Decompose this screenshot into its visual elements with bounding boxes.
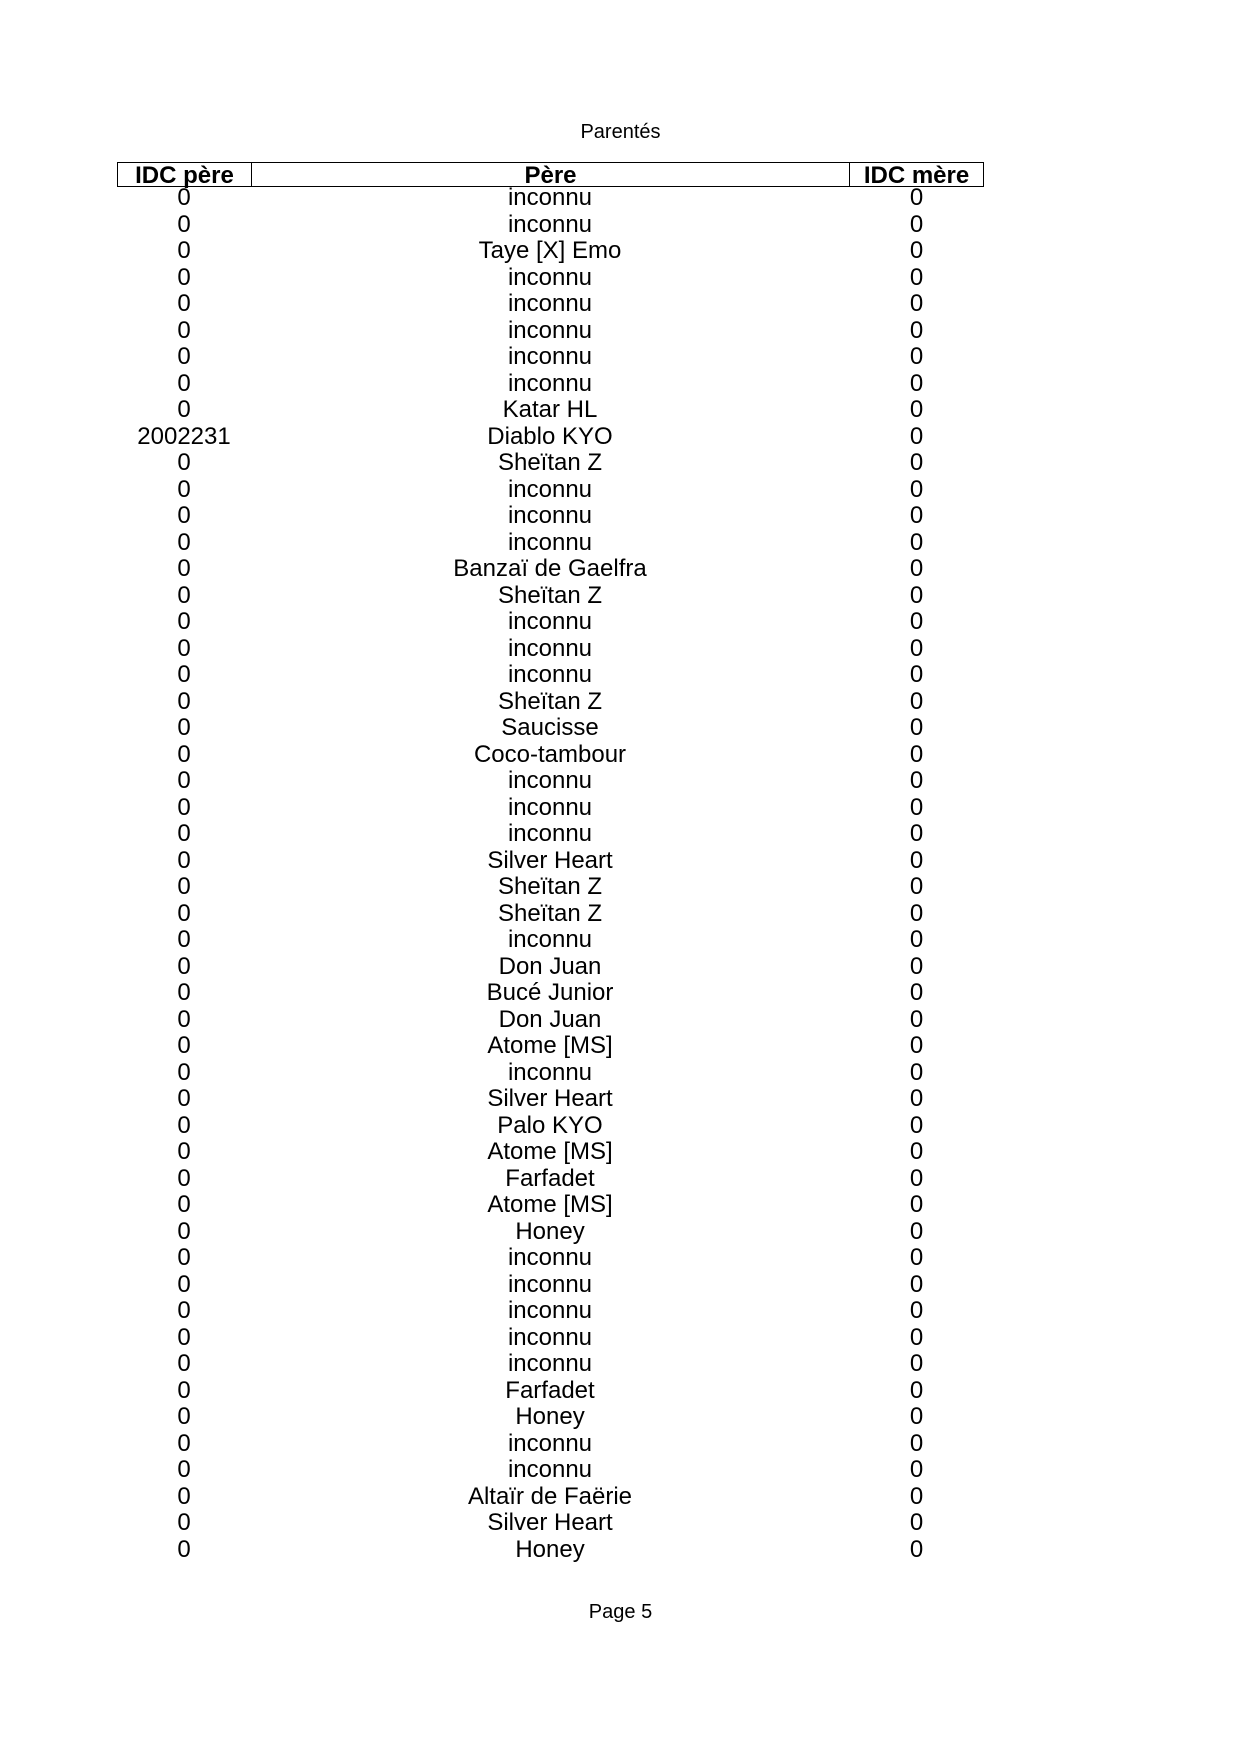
cell-idc-mere: 0 — [909, 979, 924, 1006]
cell-pere: inconnu — [507, 475, 593, 503]
cell-pere: inconnu — [507, 1456, 593, 1483]
table-row — [117, 742, 984, 769]
cell-pere: Silver Heart — [487, 1509, 613, 1536]
cell-pere: Katar HL — [502, 396, 598, 423]
cell-idc-mere: 0 — [909, 1164, 924, 1192]
cell-idc-pere: 0 — [177, 1429, 191, 1457]
cell-idc-mere: 0 — [909, 1350, 924, 1377]
table-row — [117, 1113, 984, 1140]
cell-idc-mere: 0 — [909, 1138, 924, 1165]
table-row — [117, 1298, 984, 1325]
cell-pere: Silver Heart — [487, 1085, 613, 1112]
page-title: Parentés — [580, 121, 661, 143]
table-row — [117, 1060, 984, 1087]
cell-pere: inconnu — [507, 1058, 593, 1086]
cell-pere: Banzaï de Gaelfra — [453, 555, 647, 582]
cell-pere: inconnu — [507, 608, 593, 635]
cell-idc-mere: 0 — [909, 1482, 924, 1510]
cell-idc-pere: 0 — [177, 1482, 191, 1510]
cell-pere: Don Juan — [498, 952, 602, 980]
cell-idc-mere: 0 — [909, 1270, 924, 1298]
cell-idc-pere: 0 — [177, 608, 191, 635]
cell-idc-pere: 0 — [177, 1270, 191, 1298]
table-row — [117, 583, 984, 610]
cell-pere: Sheïtan Z — [497, 899, 603, 927]
table-row — [117, 848, 984, 875]
cell-pere: Altaïr de Faërie — [467, 1482, 633, 1510]
cell-idc-pere: 0 — [177, 1138, 191, 1165]
cell-idc-pere: 0 — [177, 1244, 191, 1271]
table-row — [117, 1325, 984, 1352]
cell-idc-pere: 0 — [177, 290, 191, 317]
cell-idc-mere: 0 — [909, 528, 924, 556]
table-row — [117, 1351, 984, 1378]
cell-pere: inconnu — [507, 1297, 593, 1324]
table-body — [117, 185, 984, 1563]
cell-idc-mere: 0 — [909, 1032, 924, 1059]
table-row — [117, 1033, 984, 1060]
table-row — [117, 344, 984, 371]
table-row — [117, 1192, 984, 1219]
cell-idc-mere: 0 — [909, 237, 924, 264]
cell-pere: Diablo KYO — [487, 422, 613, 450]
cell-idc-pere: 0 — [177, 1403, 191, 1430]
cell-idc-mere: 0 — [909, 846, 924, 874]
cell-pere: Coco-tambour — [473, 740, 627, 768]
cell-idc-mere: 0 — [909, 1429, 924, 1457]
cell-pere: inconnu — [507, 1270, 593, 1298]
cell-idc-mere: 0 — [909, 290, 924, 317]
cell-pere: Sheïtan Z — [497, 449, 603, 476]
cell-pere: Honey — [515, 1217, 585, 1245]
table-row — [117, 980, 984, 1007]
cell-idc-mere: 0 — [909, 502, 924, 529]
cell-pere: inconnu — [507, 528, 593, 556]
table-row — [117, 450, 984, 477]
cell-idc-mere: 0 — [909, 1111, 924, 1139]
cell-idc-mere: 0 — [909, 740, 924, 768]
cell-idc-mere: 0 — [909, 1244, 924, 1271]
cell-pere: inconnu — [507, 926, 593, 953]
cell-idc-mere: 0 — [909, 608, 924, 635]
cell-idc-pere: 0 — [177, 1005, 191, 1033]
table-row — [117, 1219, 984, 1246]
table-row — [117, 874, 984, 901]
cell-idc-mere: 0 — [909, 793, 924, 821]
cell-idc-pere: 0 — [177, 502, 191, 529]
table-row — [117, 1166, 984, 1193]
cell-pere: inconnu — [507, 661, 593, 688]
cell-idc-mere: 0 — [909, 422, 924, 450]
cell-idc-pere: 0 — [177, 1535, 191, 1563]
cell-idc-mere: 0 — [909, 1509, 924, 1536]
table-row — [117, 636, 984, 663]
cell-idc-pere: 0 — [177, 449, 191, 476]
cell-idc-pere: 0 — [177, 528, 191, 556]
cell-pere: inconnu — [507, 767, 593, 794]
table-row — [117, 1431, 984, 1458]
cell-idc-mere: 0 — [909, 343, 924, 370]
cell-pere: Palo KYO — [497, 1111, 603, 1139]
cell-idc-mere: 0 — [909, 1535, 924, 1563]
cell-idc-mere: 0 — [909, 952, 924, 980]
cell-idc-pere: 0 — [177, 263, 191, 291]
cell-idc-pere: 0 — [177, 846, 191, 874]
table-row — [117, 1007, 984, 1034]
table-row — [117, 609, 984, 636]
table-row — [117, 1272, 984, 1299]
cell-pere: inconnu — [507, 369, 593, 397]
table-row — [117, 318, 984, 345]
cell-idc-pere: 0 — [177, 1111, 191, 1139]
cell-idc-pere: 0 — [177, 1058, 191, 1086]
header-idc-pere: IDC père — [118, 163, 252, 186]
cell-idc-mere: 0 — [909, 873, 924, 900]
cell-idc-mere: 0 — [909, 714, 924, 741]
cell-pere: inconnu — [507, 263, 593, 291]
cell-idc-mere: 0 — [909, 1456, 924, 1483]
table-row — [117, 556, 984, 583]
cell-idc-pere: 0 — [177, 1032, 191, 1059]
cell-idc-pere: 0 — [177, 714, 191, 741]
cell-idc-mere: 0 — [909, 1191, 924, 1218]
cell-idc-pere: 0 — [177, 793, 191, 821]
cell-idc-pere: 0 — [177, 1217, 191, 1245]
cell-idc-pere: 0 — [177, 555, 191, 582]
table-row — [117, 821, 984, 848]
cell-idc-mere: 0 — [909, 316, 924, 344]
cell-pere: inconnu — [507, 502, 593, 529]
cell-idc-mere: 0 — [909, 369, 924, 397]
cell-idc-pere: 0 — [177, 1350, 191, 1377]
cell-idc-mere: 0 — [909, 687, 924, 715]
table-row — [117, 185, 984, 212]
cell-pere: Sheïtan Z — [497, 581, 603, 609]
cell-pere: inconnu — [507, 1350, 593, 1377]
table-row — [117, 212, 984, 239]
cell-idc-mere: 0 — [909, 210, 924, 238]
cell-idc-mere: 0 — [909, 184, 924, 211]
cell-idc-pere: 0 — [177, 661, 191, 688]
cell-idc-mere: 0 — [909, 1058, 924, 1086]
page-number: Page 5 — [588, 1601, 653, 1623]
cell-idc-pere: 0 — [177, 740, 191, 768]
cell-idc-pere: 0 — [177, 343, 191, 370]
cell-pere: Farfadet — [505, 1376, 595, 1404]
cell-idc-pere: 0 — [177, 1323, 191, 1351]
cell-idc-pere: 0 — [177, 475, 191, 503]
table-row — [117, 371, 984, 398]
table-row — [117, 1245, 984, 1272]
table-row — [117, 238, 984, 265]
table-row — [117, 768, 984, 795]
cell-idc-mere: 0 — [909, 661, 924, 688]
cell-idc-mere: 0 — [909, 767, 924, 794]
cell-idc-pere: 0 — [177, 1164, 191, 1192]
cell-idc-mere: 0 — [909, 820, 924, 847]
table-row — [117, 1139, 984, 1166]
cell-idc-pere: 0 — [177, 1191, 191, 1218]
cell-pere: Bucé Junior — [486, 979, 614, 1006]
cell-idc-mere: 0 — [909, 263, 924, 291]
table-row — [117, 1537, 984, 1564]
cell-idc-pere: 0 — [177, 767, 191, 794]
table-row — [117, 715, 984, 742]
cell-idc-mere: 0 — [909, 1403, 924, 1430]
cell-idc-mere: 0 — [909, 899, 924, 927]
header-idc-mere: IDC mère — [863, 162, 970, 189]
cell-idc-pere: 0 — [177, 873, 191, 900]
table-row — [117, 901, 984, 928]
cell-pere: inconnu — [507, 184, 593, 211]
cell-idc-mere: 0 — [909, 396, 924, 423]
cell-pere: Atome [MS] — [487, 1138, 613, 1165]
cell-idc-pere: 0 — [177, 396, 191, 423]
cell-pere: inconnu — [507, 316, 593, 344]
cell-idc-mere: 0 — [909, 449, 924, 476]
table-row — [117, 662, 984, 689]
table-row — [117, 265, 984, 292]
cell-idc-mere: 0 — [909, 1085, 924, 1112]
table-row — [117, 927, 984, 954]
cell-pere: Honey — [515, 1403, 585, 1430]
cell-pere: inconnu — [507, 290, 593, 317]
cell-idc-mere: 0 — [909, 926, 924, 953]
table-row — [117, 795, 984, 822]
table-row — [117, 1378, 984, 1405]
cell-pere: Honey — [515, 1535, 585, 1563]
cell-pere: Saucisse — [501, 714, 599, 741]
cell-idc-mere: 0 — [909, 1323, 924, 1351]
cell-pere: Farfadet — [505, 1164, 595, 1192]
cell-idc-pere: 0 — [177, 899, 191, 927]
cell-idc-pere: 0 — [177, 820, 191, 847]
cell-idc-mere: 0 — [909, 581, 924, 609]
table-row — [117, 397, 984, 424]
cell-pere: inconnu — [507, 1429, 593, 1457]
cell-idc-pere: 0 — [177, 1085, 191, 1112]
cell-idc-pere: 0 — [177, 581, 191, 609]
table-row — [117, 424, 984, 451]
cell-idc-pere: 0 — [177, 1376, 191, 1404]
cell-idc-pere: 0 — [177, 316, 191, 344]
cell-pere: inconnu — [507, 210, 593, 238]
cell-pere: Sheïtan Z — [497, 687, 603, 715]
table-row — [117, 954, 984, 981]
cell-pere: Atome [MS] — [487, 1032, 613, 1059]
table-row — [117, 291, 984, 318]
cell-idc-pere: 0 — [177, 634, 191, 662]
cell-pere: Sheïtan Z — [497, 873, 603, 900]
table-row — [117, 1484, 984, 1511]
header-pere: Père — [252, 163, 850, 186]
cell-idc-pere: 0 — [177, 926, 191, 953]
table-row — [117, 503, 984, 530]
cell-pere: Taye [X] Emo — [478, 237, 622, 264]
cell-idc-pere: 0 — [177, 687, 191, 715]
cell-idc-pere: 0 — [177, 952, 191, 980]
table-row — [117, 1510, 984, 1537]
cell-pere: inconnu — [507, 793, 593, 821]
cell-idc-pere: 0 — [177, 210, 191, 238]
cell-pere: inconnu — [507, 1244, 593, 1271]
cell-pere: inconnu — [507, 343, 593, 370]
cell-idc-mere: 0 — [909, 1217, 924, 1245]
cell-idc-pere: 0 — [177, 1297, 191, 1324]
table-row — [117, 530, 984, 557]
table-row — [117, 1457, 984, 1484]
cell-idc-pere: 0 — [177, 237, 191, 264]
cell-idc-mere: 0 — [909, 1297, 924, 1324]
table-row — [117, 477, 984, 504]
table-row — [117, 1086, 984, 1113]
cell-pere: inconnu — [507, 820, 593, 847]
cell-idc-mere: 0 — [909, 555, 924, 582]
cell-idc-pere: 0 — [177, 979, 191, 1006]
cell-pere: inconnu — [507, 1323, 593, 1351]
cell-pere: Atome [MS] — [487, 1191, 613, 1218]
table-row — [117, 689, 984, 716]
cell-idc-mere: 0 — [909, 475, 924, 503]
cell-idc-pere: 2002231 — [137, 422, 231, 450]
cell-pere: Silver Heart — [487, 846, 613, 874]
cell-idc-mere: 0 — [909, 1376, 924, 1404]
cell-idc-pere: 0 — [177, 1509, 191, 1536]
cell-idc-pere: 0 — [177, 1456, 191, 1483]
cell-idc-mere: 0 — [909, 1005, 924, 1033]
cell-idc-pere: 0 — [177, 184, 191, 211]
cell-idc-pere: 0 — [177, 369, 191, 397]
cell-pere: inconnu — [507, 634, 593, 662]
table-row — [117, 1404, 984, 1431]
cell-pere: Don Juan — [498, 1005, 602, 1033]
cell-idc-mere: 0 — [909, 634, 924, 662]
